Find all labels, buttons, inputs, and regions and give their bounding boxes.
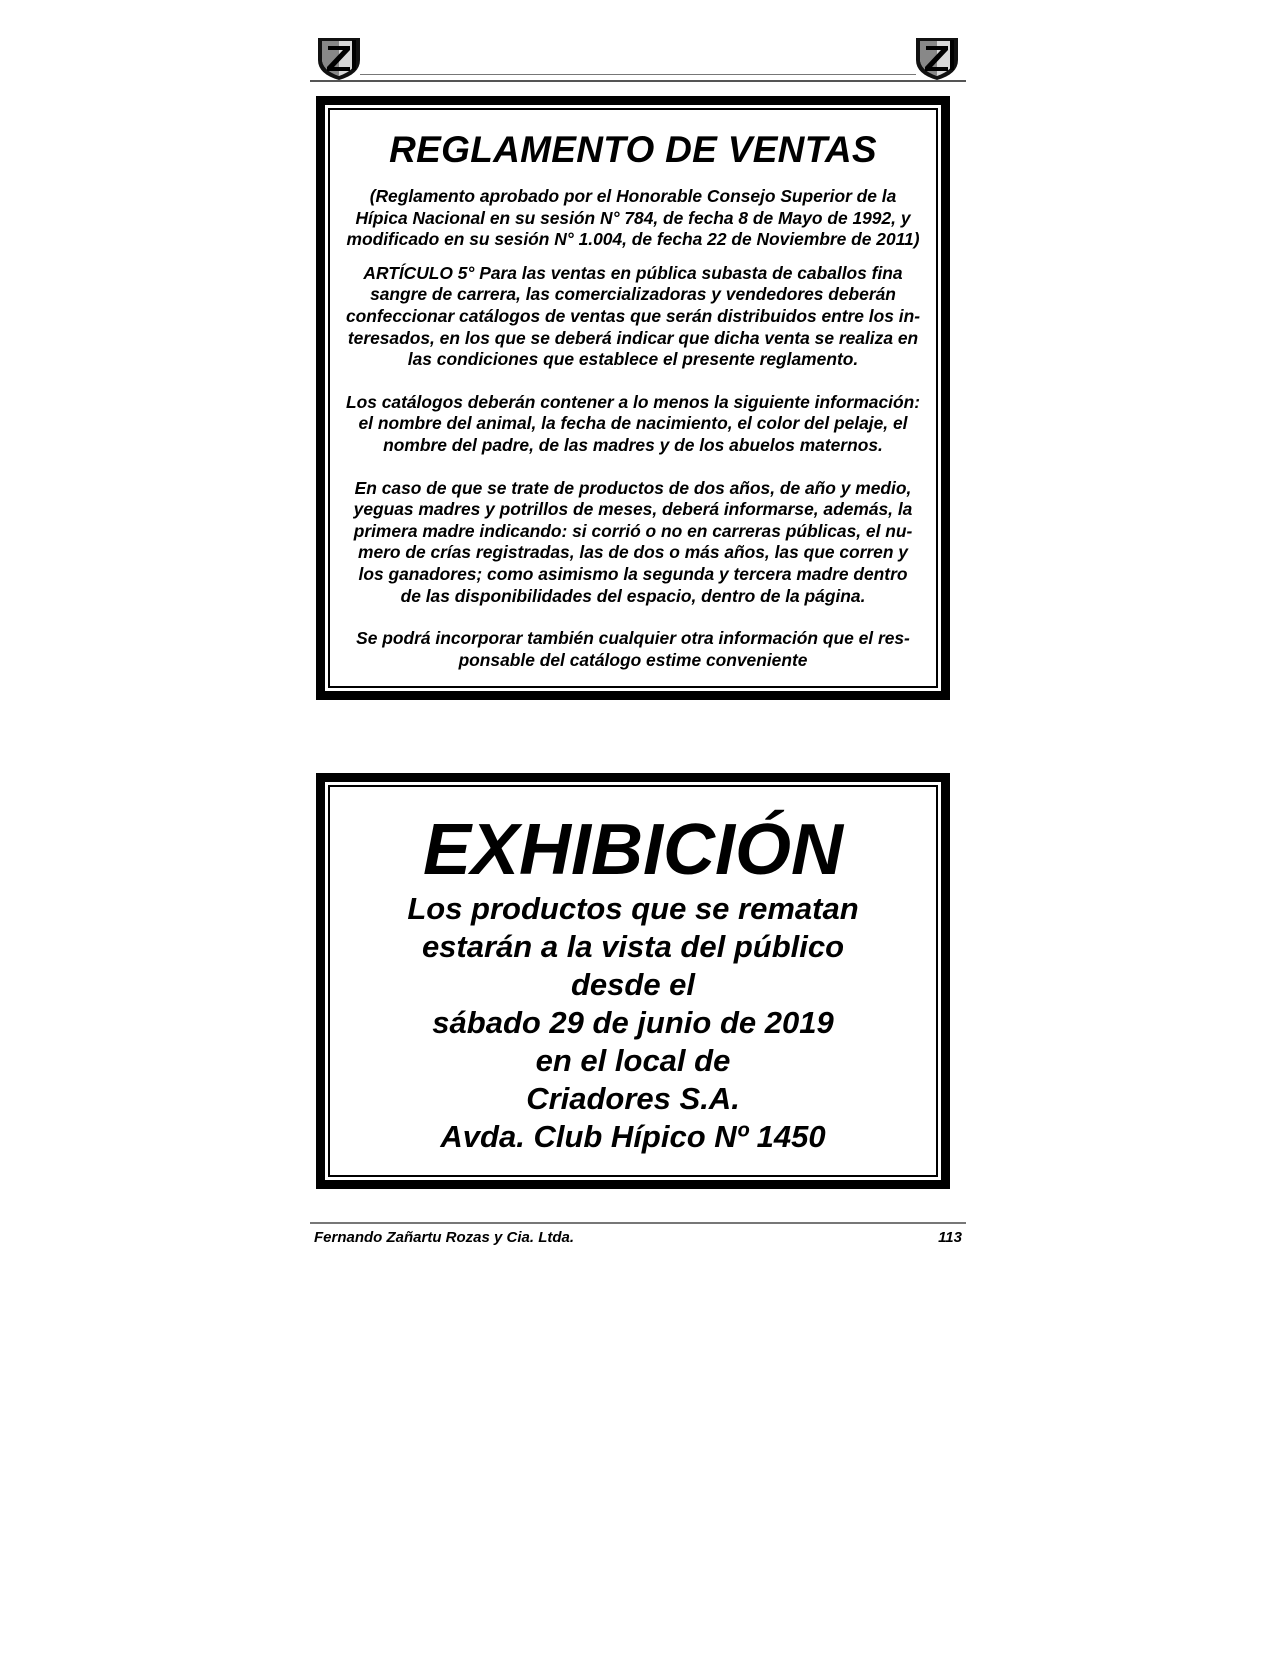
productos-line: mero de crías registradas, las de dos o más años, las que corren y xyxy=(358,542,908,563)
header-thin-rule xyxy=(360,74,916,75)
articulo-line: sangre de carrera, las comercializadoras y vendedores deberán xyxy=(370,284,896,305)
otra-info-line: Se podrá incorporar también cualquier otra información que el res- xyxy=(356,628,910,649)
productos-line: primera madre indicando: si corrió o no en carreras públicas, el nu- xyxy=(353,520,913,541)
subtitle-line: modificado en su sesión N° 1.004, de fecha 22 de Noviembre de 2011) xyxy=(346,229,920,250)
catalogos-paragraph xyxy=(337,392,929,457)
subtitle-line: (Reglamento aprobado por el Honorable Consejo Superior de la xyxy=(369,186,897,206)
reglamento-title: REGLAMENTO DE VENTAS xyxy=(389,129,877,170)
exhibicion-date: sábado 29 de junio de 2019 xyxy=(432,1005,834,1040)
exhibicion-line: estarán a la vista del público xyxy=(421,929,845,964)
exhibicion-title: EXHIBICIÓN xyxy=(422,810,844,890)
productos-line: de las disponibilidades del espacio, dentro de la página. xyxy=(400,585,866,606)
catalogos-line: el nombre del animal, la fecha de nacimiento, el color del pelaje, el xyxy=(358,413,908,434)
exhibicion-venue: Criadores S.A. xyxy=(526,1081,740,1116)
reglamento-box xyxy=(316,96,950,700)
articulo-line: confeccionar catálogos de ventas que serán distribuidos entre los in- xyxy=(345,305,921,326)
exhibicion-box xyxy=(316,773,950,1189)
articulo-paragraph xyxy=(337,263,929,371)
page-number: 113 xyxy=(938,1229,962,1246)
subtitle-line: Hípica Nacional en su sesión N° 784, de fecha 8 de Mayo de 1992, y xyxy=(355,207,911,228)
articulo-line: ARTÍCULO 5° Para las ventas en pública subasta de caballos fina xyxy=(363,262,903,283)
exhibicion-address: Avda. Club Hípico Nº 1450 xyxy=(440,1119,826,1154)
otra-info-line: ponsable del catálogo estime conveniente xyxy=(458,649,808,670)
reglamento-subtitle xyxy=(337,186,929,251)
otra-info-paragraph xyxy=(337,628,929,671)
footer-company: Fernando Zañartu Rozas y Cia. Ltda. xyxy=(314,1229,575,1246)
catalogos-line: nombre del padre, de las madres y de los abuelos maternos. xyxy=(383,434,883,455)
exhibicion-line: desde el xyxy=(570,967,696,1002)
page-footer xyxy=(310,1222,966,1252)
exhibicion-line: en el local de xyxy=(535,1043,731,1078)
page-header xyxy=(310,34,966,84)
productos-line: yeguas madres y potrillos de meses, deberá informarse, además, la xyxy=(353,499,913,520)
zanartu-shield-logo-icon xyxy=(912,34,962,82)
productos-paragraph xyxy=(337,478,929,608)
reglamento-content xyxy=(337,105,929,691)
zanartu-shield-logo-icon xyxy=(314,34,364,82)
header-rule xyxy=(310,80,966,82)
catalogos-line: Los catálogos deberán contener a lo menos la siguiente información: xyxy=(345,391,920,412)
articulo-line: las condiciones que establece el presente reglamento. xyxy=(407,349,859,370)
articulo-line: teresados, en los que se deberá indicar que dicha venta se realiza en xyxy=(347,327,919,348)
footer-rule xyxy=(310,1222,966,1224)
productos-line: los ganadores; como asimismo la segunda y tercera madre dentro xyxy=(358,563,908,584)
productos-line: En caso de que se trate de productos de dos años, de año y medio, xyxy=(354,477,912,498)
exhibicion-content xyxy=(337,782,929,1180)
exhibicion-line: Los productos que se rematan xyxy=(407,891,859,926)
